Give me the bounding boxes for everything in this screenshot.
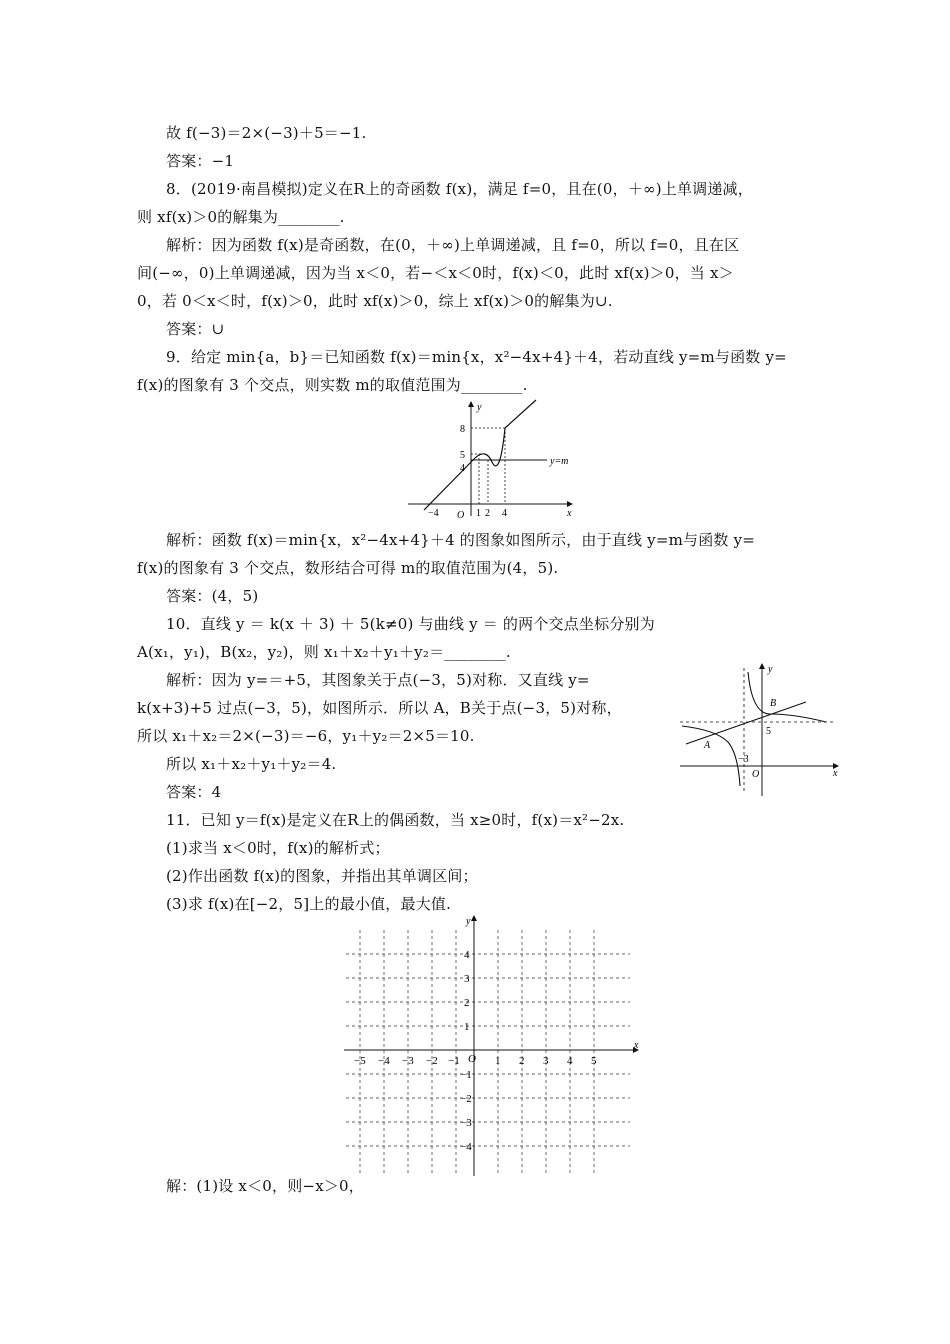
point-a-label: A [704,740,711,751]
x-axis-label: x [567,508,572,519]
point-b-label: B [770,698,777,709]
origin-label: O [457,510,465,520]
text-line: 解：(1)设 x＜0，则−x＞0， [166,1177,364,1195]
line-upper-segment [505,400,536,428]
x-axis-label: x [833,768,838,779]
y-axis-label: y [466,916,471,927]
text-line: (2)作出函数 f(x)的图象，并指出其单调区间； [166,867,478,885]
hyperbola-upper-branch [748,672,826,722]
y-tick-label: 3 [464,973,470,985]
origin-label: O [468,1053,476,1065]
text-line: f(x)的图象有 3 个交点，数形结合可得 m的取值范围为(4，5). [137,559,559,577]
text-line: (1)求当 x＜0时，f(x)的解析式； [166,839,390,857]
x-tick-label: −1 [448,1055,460,1067]
origin-label: O [752,769,760,780]
x-tick-label: 1 [495,1055,501,1067]
text-line: 9．给定 min{a，b}＝已知函数 f(x)＝min{x，x²−4x+4}＋4，若动直线 y=m与函数 y= [166,348,787,366]
x-tick-label: 4 [502,508,507,519]
x-tick-label: 2 [519,1055,525,1067]
y-tick-label: 4 [460,463,465,474]
text-line: 答案：(4，5) [166,587,259,605]
y-tick-label: −4 [460,1141,472,1153]
line-label: y=m [550,456,569,467]
text-line: 所以 x₁＋x₂＝2×(−3)＝−6，y₁＋y₂＝2×5＝10. [137,727,475,745]
x-tick-label: 2 [485,508,490,519]
y-axis-label: y [768,664,773,675]
x-tick-label: 4 [567,1055,573,1067]
y-tick-label: −3 [460,1117,472,1129]
text-line: 所以 x₁＋x₂＋y₁＋y₂＝4. [166,755,337,773]
text-line: 11．已知 y＝f(x)是定义在R上的偶函数，当 x≥0时，f(x)＝x²−2x. [166,811,625,829]
x-tick-label: −4 [428,508,439,519]
text-line: 0，若 0＜x＜时，f(x)＞0，此时 xf(x)＞0，综上 xf(x)＞0的解集为∪. [137,292,613,310]
text-line: 10．直线 y ＝ k(x ＋ 3) ＋ 5(k≠0) 与曲线 y ＝ 的两个交点坐标分别为 [166,615,655,633]
y-tick-label: 1 [464,1021,470,1033]
text-line: 间(−∞，0)上单调递减，因为当 x＜0，若−＜x＜0时，f(x)＜0，此时 xf(x)＞0，当 x＞ [137,264,734,282]
line-through-center [686,702,806,744]
y-tick-label: 2 [464,997,470,1009]
figure-problem-10 [676,662,846,798]
text-line: 解析：因为 y=＝+5，其图象关于点(−3，5)对称．又直线 y= [166,671,590,689]
x-tick-label: −4 [378,1055,390,1067]
text-line: 则 xf(x)＞0的解集为________. [137,208,345,226]
text-line: 8．(2019·南昌模拟)定义在R上的奇函数 f(x)，满足 f=0，且在(0，＋∞)上单调递减， [166,180,753,198]
x-tick-label: −2 [426,1055,438,1067]
y-axis-label: y [477,402,482,413]
text-line: (3)求 f(x)在[−2，5]上的最小值，最大值. [166,895,452,913]
y-tick-label: −2 [460,1093,472,1105]
line-y-equals-x-plus-4 [424,458,475,510]
y-tick-label: 5 [766,726,771,737]
vertical-grid-lines [360,930,594,1174]
text-line: A(x₁，y₁)，B(x₂，y₂)，则 x₁＋x₂＋y₁＋y₂＝________. [137,643,511,661]
x-tick-label: −3 [738,754,749,765]
text-line: 答案：4 [166,783,222,801]
text-line: k(x+3)+5 过点(−3，5)，如图所示．所以 A，B关于点(−3，5)对称， [137,699,622,717]
x-tick-label: −5 [354,1055,366,1067]
text-line: 答案：∪ [166,320,225,338]
text-line: 解析：函数 f(x)＝min{x，x²−4x+4}＋4 的图象如图所示，由于直线 y=m与函数 y= [166,531,756,549]
x-tick-label: 5 [591,1055,597,1067]
x-axis-label: x [634,1040,639,1051]
figure-problem-9 [404,398,584,520]
y-tick-label: 8 [460,424,465,435]
figure-problem-11-grid [340,910,650,1178]
text-line: 故 f(−3)＝2×(−3)＋5＝−1. [166,124,367,142]
text-line: 解析：因为函数 f(x)是奇函数，在(0，＋∞)上单调递减，且 f=0，所以 f=0，且在区 [166,236,740,254]
x-tick-label: 1 [476,508,481,519]
y-tick-label: −1 [460,1069,472,1081]
y-tick-label: 5 [460,450,465,461]
x-tick-label: 3 [543,1055,549,1067]
text-line: f(x)的图象有 3 个交点，则实数 m的取值范围为________. [137,376,528,394]
text-line: 答案：−1 [166,152,235,170]
x-tick-label: −3 [402,1055,414,1067]
y-tick-label: 4 [464,949,470,961]
